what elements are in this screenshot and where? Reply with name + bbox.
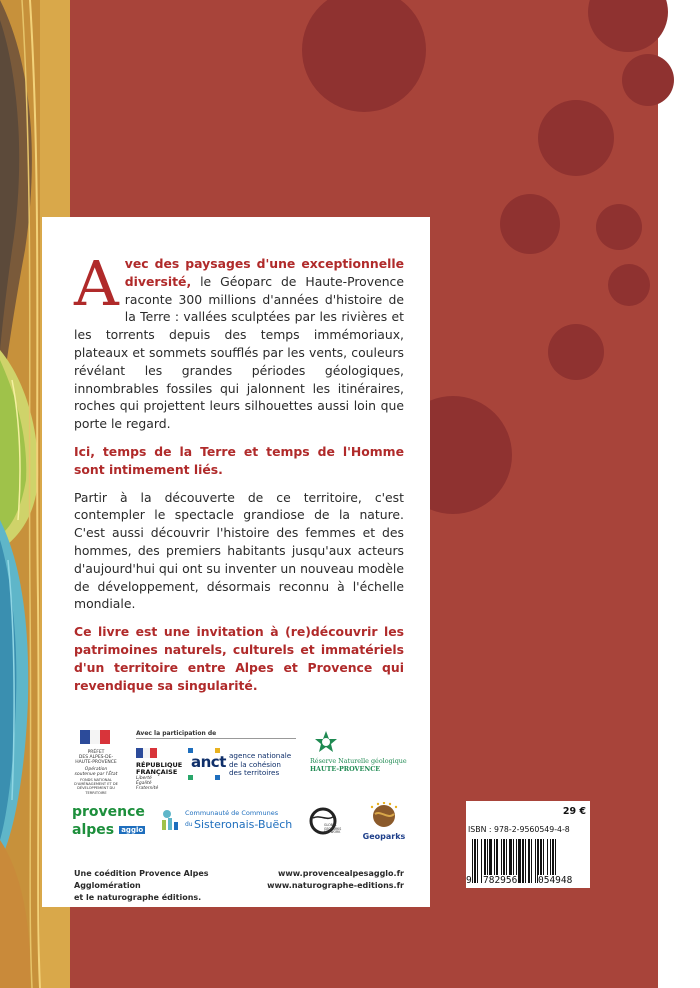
decor-dot: [548, 324, 604, 380]
prefet-fund: FONDS NATIONAL D'AMÉNAGEMENT ET DE DÉVELOPPEMENT DU TERRITOIRE: [74, 778, 118, 795]
provence-alpes-agglo-logo: [72, 805, 148, 838]
marianne-flag-icon: [136, 748, 158, 758]
ccsb-big: Sisteronais-Buëch: [194, 818, 293, 831]
barcode-digits-left: 782956: [483, 875, 518, 886]
anct-wordmark: anct: [191, 753, 226, 771]
ccsb-small: Communauté de Communes: [185, 809, 279, 817]
decor-dot: [538, 100, 614, 176]
sisteronais-buech-logo: [159, 808, 299, 838]
agglo-word: agglo: [121, 825, 144, 834]
coedition-line-2: et le naturographe éditions.: [74, 893, 202, 902]
highlight-invitation: Ce livre est une invitation à (re)découvrir les patrimoines naturels, culturels et immatériels d'un territoire entre Alpes et Provence qui revendique sa singularité.: [74, 624, 404, 693]
intro-body: le Géoparc de Haute-Provence raconte 300 millions d'années d'histoire de la Terre : vallées sculptées par les rivières et les torrents depuis des temps immémoriaux, plateaux et sommets soufflés par les vents, couleurs révélant les grandes périodes géologiques, innombrables fossiles qui jalonnent les itinéraires, roches qui projettent leurs silhouettes aussi loin que porte le regard.: [74, 273, 404, 432]
provence-word: provence: [72, 804, 145, 820]
isbn: ISBN : 978-2-9560549-4-8: [468, 825, 570, 834]
barcode-digits-right: 054948: [538, 875, 573, 886]
barcode-digit-first: 9: [466, 875, 472, 886]
decor-dot: [608, 264, 650, 306]
barcode-bar: [518, 839, 521, 883]
rf-motto: Liberté Égalité Fraternité: [136, 776, 159, 791]
intro-lead: vec des paysages d'une exceptionnelle diversité,: [124, 256, 404, 289]
reserve-line-1: Réserve Naturelle géologique: [310, 757, 407, 765]
geoparks-globe-icon: [366, 802, 402, 828]
reserve-line-2: HAUTE-PROVENCE: [310, 764, 381, 773]
discovery-paragraph: Partir à la découverte de ce territoire, c'est contempler le spectacle grandiose de la nature. C'est aussi découvrir l'histoire des femmes et des hommes, des premiers habitants jusqu'aux acteurs d'aujourd'hui qui ont su inventer un nouveau modèle de développement, désormais reconnu à l'échelle mondiale.: [74, 489, 404, 612]
barcode-bar: [531, 839, 532, 883]
barcode-bar: [525, 839, 526, 883]
barcode-bar: [474, 839, 476, 883]
barcode-bar: [481, 839, 482, 883]
global-geoparks-network-logo: [308, 806, 346, 840]
prefet-logo: [74, 730, 118, 795]
barcode-bar: [535, 839, 536, 883]
geoparks-word: Geoparks: [362, 832, 406, 841]
rf-line-1: RÉPUBLIQUE: [136, 761, 183, 769]
reserve-star-icon: [314, 730, 338, 754]
intro-paragraph: [74, 247, 404, 433]
barcode-bar: [477, 839, 478, 883]
rf-line-2: FRANÇAISE: [136, 768, 178, 776]
anct-text-1: agence nationale: [229, 751, 292, 760]
website-agglo: www.provencealpesagglo.fr: [278, 869, 404, 878]
anct-logo: [187, 746, 305, 786]
back-cover-text: [74, 247, 404, 704]
page-edge: [658, 0, 700, 988]
decor-dot: [596, 204, 642, 250]
prefet-line-3: HAUTE-PROVENCE: [75, 760, 117, 765]
barcode-box: [466, 801, 590, 888]
text-panel: [42, 217, 430, 907]
decor-dot: [500, 194, 560, 254]
tricolor-flag-icon: [74, 730, 118, 746]
decor-dot: [302, 0, 426, 112]
partner-logos: [42, 722, 430, 842]
highlight-earth-man: Ici, temps de la Terre et temps de l'Homme sont intimement liés.: [74, 443, 404, 477]
ccsb-mark-icon: [159, 808, 181, 832]
barcode-bar: [472, 839, 473, 883]
prefet-line-1: PRÉFET: [87, 750, 105, 755]
price: 29 €: [562, 806, 586, 817]
website-naturographe: www.naturographe-editions.fr: [267, 881, 404, 890]
ggn-label: GLOBAL GEOPARKS NETWORK: [324, 823, 342, 835]
decor-dot: [588, 0, 668, 52]
participation-label: Avec la participation de: [136, 730, 217, 737]
alpes-word: alpes: [72, 822, 115, 838]
barcode-bar: [522, 839, 524, 883]
drop-cap: A: [74, 247, 119, 320]
coedition-line-1: Une coédition Provence Alpes Agglomération: [74, 869, 209, 890]
anct-text-2: de la cohésion: [229, 759, 281, 769]
republique-francaise-logo: [136, 743, 183, 791]
reserve-naturelle-logo: [310, 730, 410, 773]
prefet-tag: Opération soutenue par l'État: [74, 767, 118, 777]
decor-dot: [622, 54, 674, 106]
barcode-bar: [528, 839, 530, 883]
anct-text-3: des territoires: [229, 768, 280, 778]
prefet-line-2: DES ALPES-DE-: [78, 755, 114, 760]
unesco-geoparks-logo: [360, 802, 408, 840]
ccsb-pre: du: [185, 821, 193, 828]
participation-rule: [136, 738, 296, 739]
